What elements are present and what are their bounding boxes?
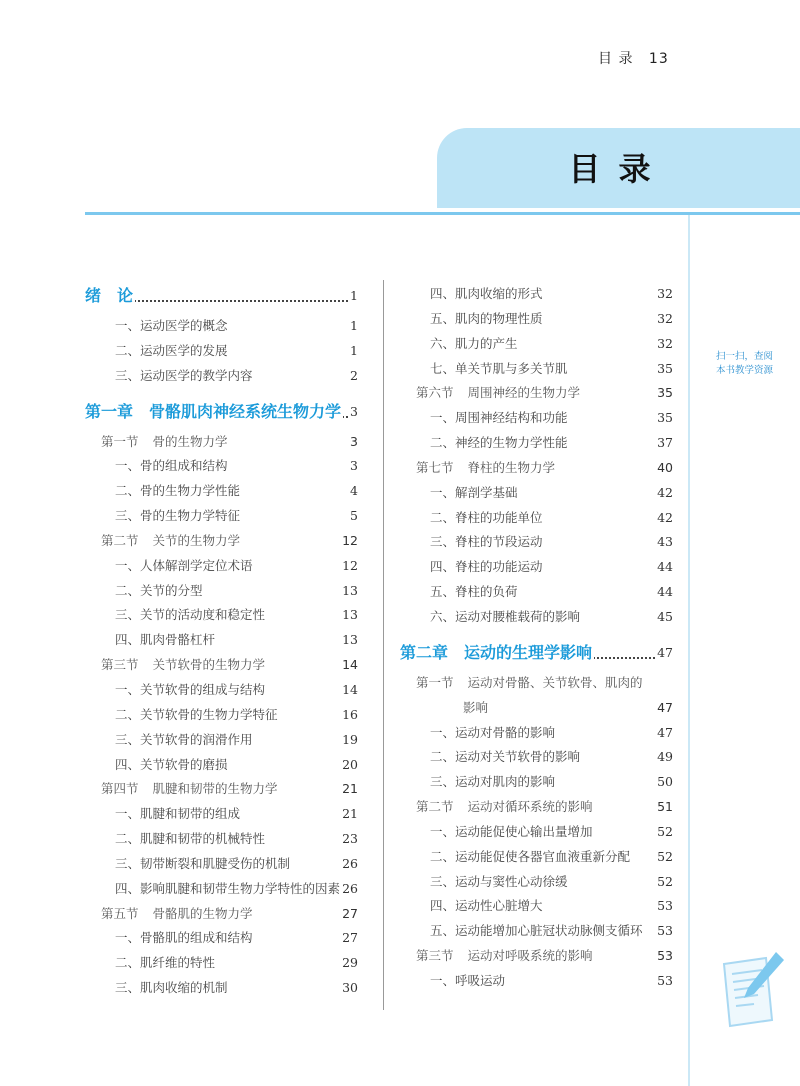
qr-note-line: 本书教学资源 (716, 365, 774, 376)
toc-page-number: 47 (657, 641, 673, 665)
page-title: 目录 (568, 150, 669, 188)
toc-entry-title: 绪 论 (85, 286, 134, 305)
toc-item[interactable] (400, 870, 675, 895)
toc-page-number: 52 (657, 873, 673, 889)
toc-item[interactable] (85, 339, 360, 364)
toc-section[interactable] (85, 653, 360, 678)
page-number: 13 (648, 51, 669, 67)
toc-entry-title: 四、脊柱的功能运动 (430, 559, 543, 575)
toc-entry-title: 一、周围神经结构和功能 (430, 410, 568, 426)
section-number: 第五节 (101, 905, 139, 921)
toc-item[interactable] (85, 728, 360, 753)
toc-page-number: 52 (657, 823, 673, 839)
section-number: 第二节 (416, 799, 454, 815)
toc-page-number: 32 (657, 286, 673, 301)
toc-entry-title: 四、影响肌腱和韧带生物力学特性的因素 (115, 880, 341, 896)
toc-item[interactable] (400, 580, 675, 605)
toc-page-number: 30 (342, 980, 358, 996)
toc-entry-title: 一、运动对骨骼的影响 (430, 724, 556, 740)
toc-entry-title: 一、运动医学的概念 (115, 318, 228, 333)
toc-page-number: 19 (342, 731, 358, 747)
toc-page-number: 4 (350, 483, 358, 499)
toc-page-number: 27 (342, 930, 358, 946)
toc-page-number: 14 (342, 681, 358, 697)
toc-entry-title: 五、运动能增加心脏冠状动脉侧支循环 (430, 923, 643, 939)
title-banner (437, 128, 800, 208)
toc-entry-title: 二、运动对关节软骨的影响 (430, 749, 581, 765)
toc-page-number: 53 (657, 948, 673, 964)
toc-item[interactable] (400, 506, 675, 531)
toc-page-number: 52 (657, 848, 673, 864)
toc-item[interactable] (400, 555, 675, 580)
section-number: 第一节 (416, 674, 454, 690)
toc-page-number: 35 (657, 385, 673, 401)
toc-entry-title: 四、关节软骨的磨损 (115, 756, 228, 772)
toc-page-number: 42 (657, 509, 673, 525)
toc-entry-title: 三、运动对肌肉的影响 (430, 774, 556, 790)
toc-page-number: 27 (342, 905, 358, 921)
toc-page-number: 13 (342, 632, 358, 648)
section-number: 第四节 (101, 781, 139, 797)
toc-page-number: 45 (657, 608, 673, 624)
toc-item[interactable] (85, 951, 360, 976)
toc-entry-title: 脊柱的生物力学 (467, 459, 556, 475)
toc-page-number: 21 (342, 806, 358, 822)
toc-page-number: 23 (342, 831, 358, 847)
toc-entry-title: 二、运动能促使各器官血液重新分配 (430, 848, 631, 864)
toc-chapter[interactable] (85, 400, 360, 424)
toc-item[interactable] (85, 603, 360, 628)
toc-entry-title: 三、运动医学的教学内容 (115, 367, 253, 383)
column-divider (383, 280, 384, 1010)
toc-entry-title: 三、韧带断裂和肌腱受伤的机制 (115, 855, 291, 871)
toc-entry-title: 运动对骨骼、关节软骨、肌肉的 (467, 674, 643, 690)
toc-page-number: 3 (350, 458, 358, 474)
section-number: 第六节 (416, 385, 454, 401)
toc-item[interactable] (85, 454, 360, 479)
toc-item[interactable] (85, 802, 360, 827)
toc-item[interactable] (85, 877, 360, 902)
toc-item[interactable] (400, 605, 675, 630)
toc-entry-title: 三、骨的生物力学特征 (115, 508, 241, 524)
toc-page-number: 26 (342, 880, 358, 896)
toc-entry-title: 三、关节软骨的润滑作用 (115, 731, 253, 747)
toc-page-number: 1 (350, 284, 358, 308)
toc-item[interactable] (85, 364, 360, 389)
toc-page-number: 16 (342, 706, 358, 722)
toc-page-number: 35 (657, 360, 673, 376)
toc-item[interactable] (400, 745, 675, 770)
toc-item[interactable] (85, 504, 360, 529)
toc-page-number: 50 (657, 774, 673, 790)
toc-item[interactable] (85, 628, 360, 653)
header-rule (85, 212, 800, 215)
toc-item[interactable] (400, 530, 675, 555)
toc-left-column (85, 284, 360, 1001)
toc-section[interactable] (400, 944, 675, 969)
toc-item[interactable] (400, 307, 675, 332)
toc-entry-title: 一、肌腱和韧带的组成 (115, 806, 241, 822)
toc-page-number: 21 (342, 781, 358, 797)
toc-entry-title: 二、关节软骨的生物力学特征 (115, 706, 278, 722)
toc-page-number: 12 (342, 532, 358, 548)
toc-page-number: 32 (657, 310, 673, 326)
toc-section[interactable] (85, 902, 360, 927)
toc-section[interactable] (85, 529, 360, 554)
toc-entry-title: 骨的生物力学 (152, 433, 228, 449)
toc-entry-title: 一、骨的组成和结构 (115, 458, 228, 474)
toc-section[interactable] (85, 430, 360, 455)
toc-item[interactable] (85, 976, 360, 1001)
toc-page-number: 2 (350, 367, 358, 383)
toc-page-number: 14 (342, 657, 358, 673)
qr-note-line: 扫一扫，查阅 (716, 351, 774, 362)
toc-item[interactable] (85, 579, 360, 604)
toc-entry-title: 四、肌肉骨骼杠杆 (115, 632, 216, 648)
toc-page-number: 1 (350, 318, 358, 333)
toc-item[interactable] (85, 554, 360, 579)
toc-entry-title: 第二章 运动的生理学影响 (400, 642, 593, 662)
toc-item[interactable] (85, 827, 360, 852)
toc-page-number: 49 (657, 749, 673, 765)
section-number: 第一节 (101, 433, 139, 449)
toc-entry-title: 关节的生物力学 (152, 532, 241, 548)
toc-page-number: 37 (657, 435, 673, 451)
toc-page-number: 43 (657, 534, 673, 550)
toc-page-number: 3 (350, 433, 358, 449)
running-head-label: 目 录 (598, 51, 634, 67)
toc-page-number: 35 (657, 410, 673, 426)
toc-entry-title: 五、脊柱的负荷 (430, 584, 518, 600)
toc-page-number: 42 (657, 484, 673, 500)
toc-entry-title: 二、骨的生物力学性能 (115, 483, 241, 499)
toc-entry-title: 关节软骨的生物力学 (152, 657, 266, 673)
toc-entry-title: 二、肌腱和韧带的机械特性 (115, 831, 266, 847)
toc-item[interactable] (85, 314, 360, 339)
toc-entry-title: 二、关节的分型 (115, 582, 203, 598)
toc-item[interactable] (85, 678, 360, 703)
toc-page-number: 44 (657, 559, 673, 575)
toc-entry-title: 二、脊柱的功能单位 (430, 509, 543, 525)
toc-item[interactable] (400, 845, 675, 870)
toc-item[interactable] (400, 481, 675, 506)
toc-section[interactable] (400, 795, 675, 820)
toc-entry-title: 运动对循环系统的影响 (467, 799, 593, 815)
toc-entry-title: 六、运动对腰椎载荷的影响 (430, 608, 581, 624)
toc-page-number: 29 (342, 955, 358, 971)
toc-entry-title: 三、脊柱的节段运动 (430, 534, 543, 550)
toc-entry-title: 一、呼吸运动 (430, 972, 506, 988)
toc-page-number: 3 (350, 400, 358, 424)
toc-page-number: 12 (342, 557, 358, 573)
toc-section[interactable] (400, 381, 675, 406)
toc-item[interactable] (85, 926, 360, 951)
toc-page-number: 53 (657, 923, 673, 939)
toc-item[interactable] (400, 357, 675, 382)
toc-item[interactable] (85, 703, 360, 728)
toc-section[interactable] (400, 456, 675, 481)
toc-page-number: 13 (342, 607, 358, 623)
toc-entry-title: 一、运动能促使心输出量增加 (430, 823, 593, 839)
toc-page-number: 53 (657, 972, 673, 988)
toc-page-number: 1 (350, 342, 358, 358)
section-number: 第三节 (101, 657, 139, 673)
margin-rule (688, 215, 690, 1086)
toc-entry-title: 三、肌肉收缩的机制 (115, 980, 228, 996)
toc-section[interactable] (400, 671, 675, 696)
qr-resource-note (716, 350, 773, 378)
toc-page-number: 53 (657, 898, 673, 914)
toc-section[interactable] (85, 777, 360, 802)
toc-entry-title: 二、肌纤维的特性 (115, 955, 216, 971)
toc-item[interactable] (400, 969, 675, 994)
toc-page-number: 32 (657, 335, 673, 351)
toc-page-number: 5 (350, 508, 358, 524)
toc-entry-title: 四、运动性心脏增大 (430, 898, 543, 914)
toc-entry-title: 二、运动医学的发展 (115, 342, 228, 358)
toc-entry-title: 七、单关节肌与多关节肌 (430, 360, 568, 376)
toc-page-number: 47 (657, 724, 673, 740)
toc-entry-title: 运动对呼吸系统的影响 (467, 948, 593, 964)
toc-entry-title: 肌腱和韧带的生物力学 (152, 781, 278, 797)
toc-entry-title: 周围神经的生物力学 (467, 385, 581, 401)
toc-page-number: 44 (657, 584, 673, 600)
toc-item[interactable] (400, 431, 675, 456)
toc-entry-title: 影响 (463, 699, 489, 715)
toc-item[interactable] (400, 406, 675, 431)
toc-entry-title: 一、关节软骨的组成与结构 (115, 681, 266, 697)
toc-item[interactable] (400, 770, 675, 795)
toc-item[interactable] (400, 721, 675, 746)
section-number: 第三节 (416, 948, 454, 964)
notebook-pencil-icon (718, 950, 790, 1034)
toc-page-number: 20 (342, 756, 358, 772)
running-head (588, 48, 669, 68)
toc-entry-title: 二、神经的生物力学性能 (430, 435, 568, 451)
toc-entry-title: 六、肌力的产生 (430, 335, 518, 351)
toc-entry-title: 一、解剖学基础 (430, 484, 518, 500)
section-number: 第七节 (416, 459, 454, 475)
toc-right-column (400, 282, 675, 994)
toc-entry-title: 三、运动与窦性心动徐缓 (430, 873, 568, 889)
toc-page-number: 26 (342, 855, 358, 871)
toc-item[interactable] (400, 820, 675, 845)
toc-item[interactable] (400, 282, 675, 307)
toc-item[interactable] (400, 919, 675, 944)
toc-page-number: 40 (657, 459, 673, 475)
toc-page-number: 47 (657, 699, 673, 715)
toc-entry-title: 五、肌肉的物理性质 (430, 310, 543, 326)
toc-page-number: 51 (657, 799, 673, 815)
toc-item[interactable] (400, 894, 675, 919)
toc-item[interactable] (400, 332, 675, 357)
toc-entry-title: 第一章 骨骼肌肉神经系统生物力学 (85, 401, 342, 421)
toc-item[interactable] (85, 479, 360, 504)
section-number: 第二节 (101, 532, 139, 548)
toc-entry-title: 一、人体解剖学定位术语 (115, 557, 253, 573)
toc-item[interactable] (85, 753, 360, 778)
toc-entry-title: 三、关节的活动度和稳定性 (115, 607, 266, 623)
toc-item[interactable] (85, 852, 360, 877)
toc-entry-title: 骨骼肌的生物力学 (152, 905, 253, 921)
toc-chapter[interactable] (400, 641, 675, 665)
toc-page-number: 13 (342, 582, 358, 598)
toc-chapter[interactable] (85, 284, 360, 308)
toc-cont[interactable] (400, 696, 675, 721)
toc-entry-title: 四、肌肉收缩的形式 (430, 286, 543, 301)
toc-entry-title: 一、骨骼肌的组成和结构 (115, 930, 253, 946)
